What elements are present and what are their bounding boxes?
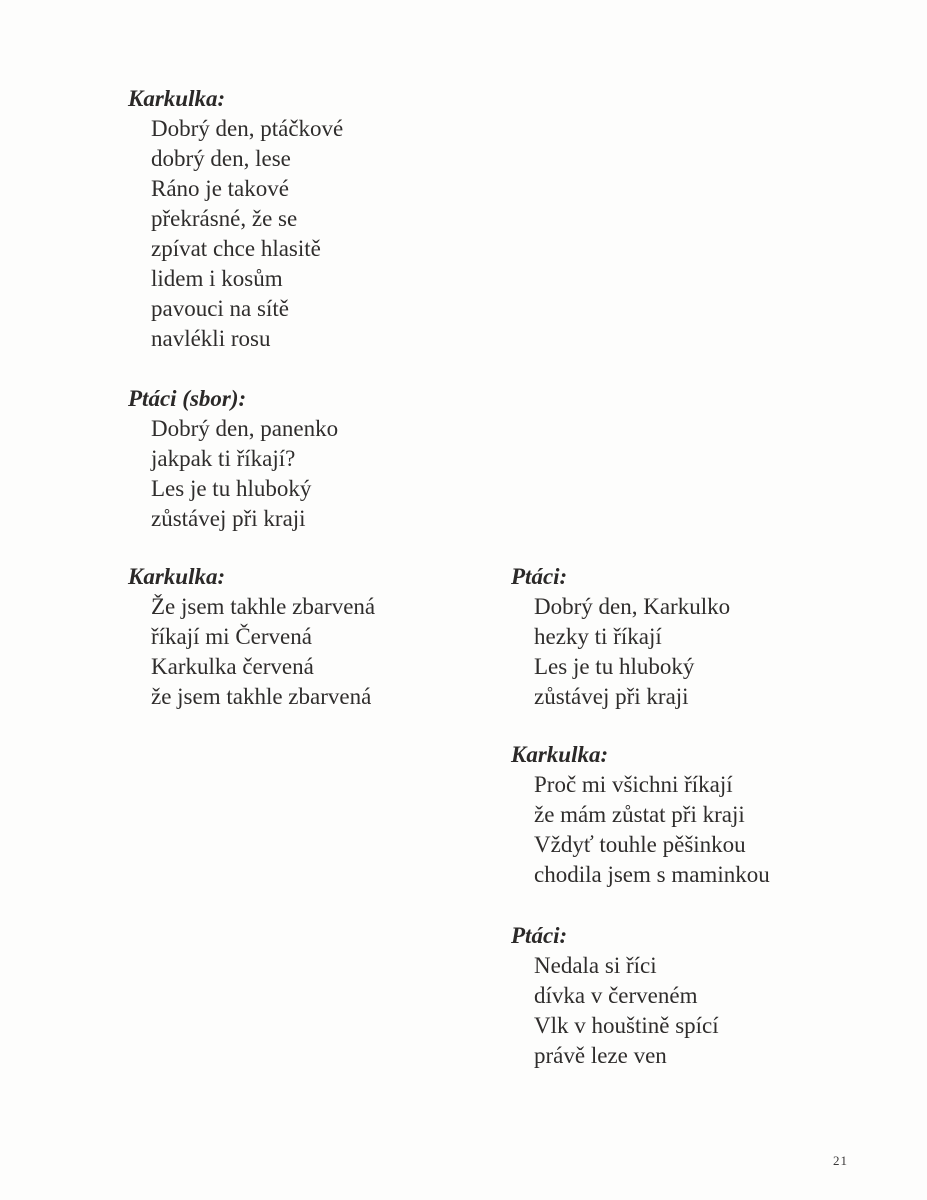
verse-line: Ráno je takové [151,176,289,201]
verse-line: že mám zůstat při kraji [534,802,745,827]
speaker-label: Ptáci: [511,564,568,589]
speaker-label: Karkulka: [128,86,226,111]
verse-line: Dobrý den, Karkulko [534,594,731,619]
verse-line: že jsem takhle zbarvená [151,684,372,709]
verse-block-karkulka-2 [128,562,375,712]
verse-line: překrásné, že se [151,206,298,231]
verse-line: chodila jsem s maminkou [534,862,770,887]
verse-line: Dobrý den, ptáčkové [151,116,344,141]
verse-line: lidem i kosům [151,266,283,291]
verse-line: zpívat chce hlasitě [151,236,321,261]
verse-line: Dobrý den, panenko [151,416,339,441]
verse-line: zůstávej při kraji [151,506,306,531]
verse-line: Že jsem takhle zbarvená [151,594,376,619]
verse-line: Vždyť touhle pěšinkou [534,832,746,857]
verse-line: Les je tu hluboký [151,476,312,501]
verse-line: Vlk v houštině spící [534,1013,719,1038]
verse-lines [534,592,730,712]
verse-line: pavouci na sítě [151,296,289,321]
verse-line: říkají mi Červená [151,624,312,649]
verse-line: Nedala si říci [534,953,657,978]
verse-line: Proč mi všichni říkají [534,772,733,797]
speaker-label: Ptáci: [511,923,568,948]
verse-line: jakpak ti říkají? [151,446,296,471]
verse-block-ptaci-sbor [128,384,338,534]
verse-line: zůstávej při kraji [534,684,689,709]
verse-lines [151,114,343,354]
verse-lines [151,414,338,534]
page-number: 21 [833,1153,848,1168]
verse-line: dobrý den, lese [151,146,291,171]
verse-line: Les je tu hluboký [534,654,695,679]
speaker-label: Karkulka: [128,564,226,589]
verse-block-karkulka-1 [128,84,343,354]
verse-lines [534,951,719,1071]
verse-line: právě leze ven [534,1043,667,1068]
verse-lines [151,592,375,712]
verse-block-ptaci-1 [511,562,730,712]
verse-block-karkulka-3 [511,740,770,890]
verse-lines [534,770,770,890]
verse-block-ptaci-2 [511,921,719,1071]
verse-line: dívka v červeném [534,983,698,1008]
verse-line: hezky ti říkají [534,624,662,649]
speaker-label: Karkulka: [511,742,609,767]
speaker-label: Ptáci (sbor): [128,386,247,411]
verse-line: Karkulka červená [151,654,314,679]
verse-line: navlékli rosu [151,326,271,351]
